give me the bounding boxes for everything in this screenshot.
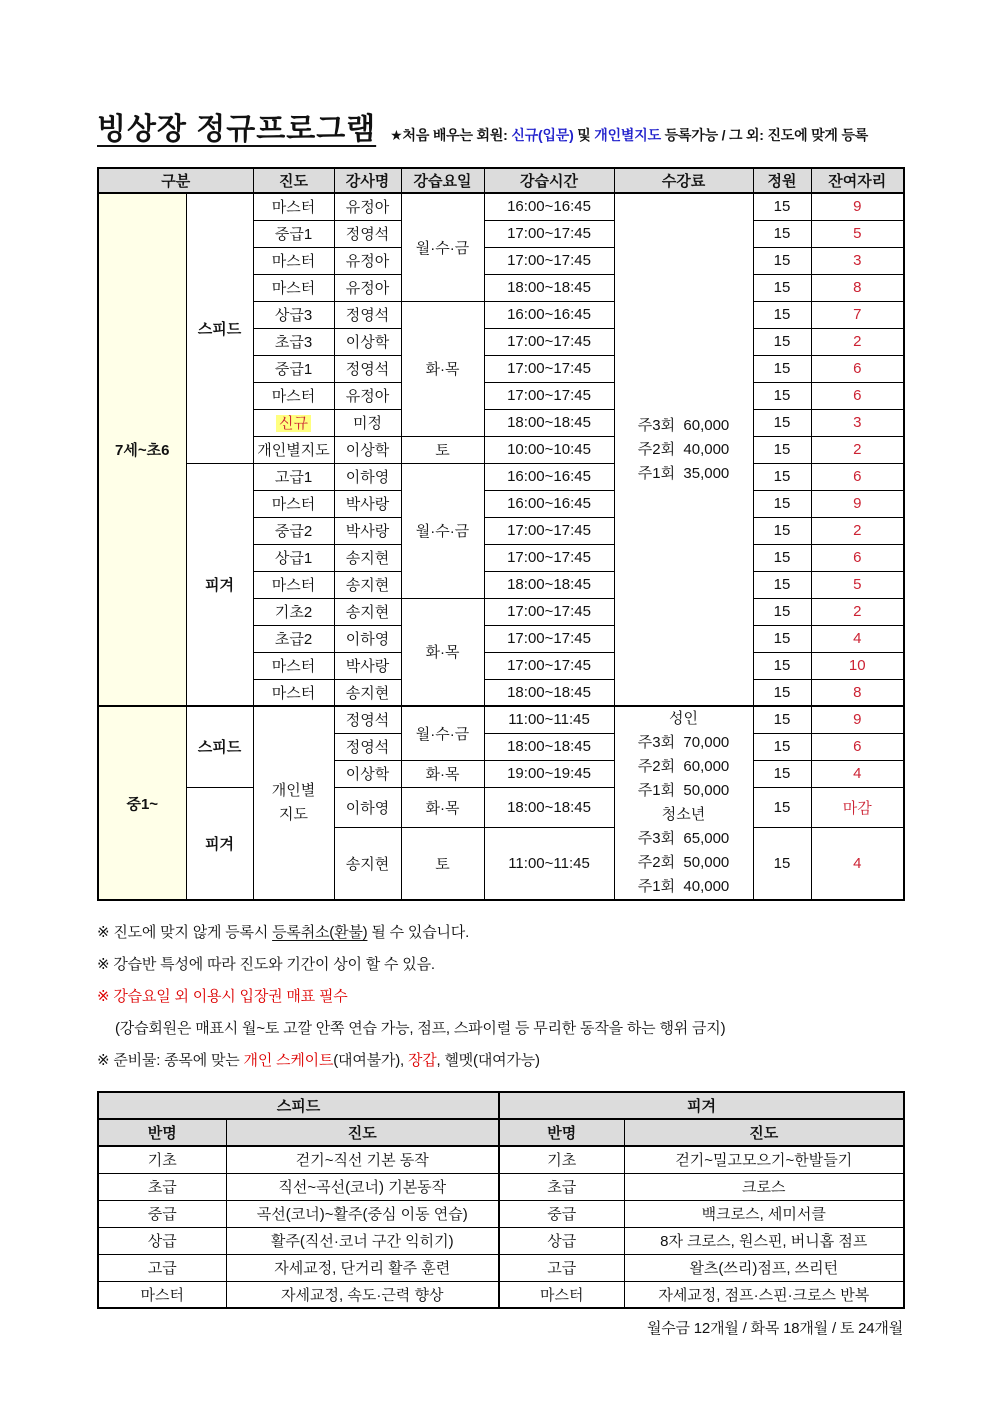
time-cell: 17:00~17:45 xyxy=(484,598,614,625)
time-cell: 18:00~18:45 xyxy=(484,733,614,760)
figure-class-cell: 기초 xyxy=(499,1146,624,1173)
header-class-name: 반명 xyxy=(499,1119,624,1146)
remaining-cell: 4 xyxy=(811,625,904,652)
footer-note: 월수금 12개월 / 화목 18개월 / 토 24개월 xyxy=(646,1320,903,1337)
group-label: 중1~ xyxy=(98,706,186,900)
capacity-cell: 15 xyxy=(753,247,811,274)
note-text: ※ 준비물: 종목에 맞는 xyxy=(97,1052,244,1069)
remaining-cell: 마감 xyxy=(811,787,904,827)
time-cell: 16:00~16:45 xyxy=(484,463,614,490)
days-cell: 월·수·금 xyxy=(401,193,484,301)
figure-class-cell: 중급 xyxy=(499,1200,624,1227)
subtitle-new-link: 신규(입문) xyxy=(511,127,574,143)
speed-progress-cell: 자세교정, 속도·근력 향상 xyxy=(226,1281,499,1308)
days-cell: 화·목 xyxy=(401,760,484,787)
figure-section-header: 피겨 xyxy=(499,1092,904,1119)
remaining-cell: 9 xyxy=(811,706,904,733)
table-row xyxy=(98,706,904,733)
fee-line: 주3회 70,000 xyxy=(637,734,730,751)
figure-progress-cell: 자세교정, 점프·스핀·크로스 반복 xyxy=(624,1281,904,1308)
speed-progress-cell: 곡선(코너)~활주(중심 이동 연습) xyxy=(226,1200,499,1227)
capacity-cell: 15 xyxy=(753,517,811,544)
level-cell: 개인별지도 xyxy=(253,436,334,463)
remaining-cell: 3 xyxy=(811,409,904,436)
header-fee: 수강료 xyxy=(614,168,753,193)
fee-line: 주1회 50,000 xyxy=(637,782,730,799)
speed-class-cell: 마스터 xyxy=(98,1281,226,1308)
remaining-cell: 2 xyxy=(811,328,904,355)
figure-progress-cell: 크로스 xyxy=(624,1173,904,1200)
notes-section xyxy=(97,917,927,1077)
fee-line: 주2회 50,000 xyxy=(637,854,730,871)
instructor-cell: 송지현 xyxy=(334,571,401,598)
level-cell-new xyxy=(253,409,334,436)
discipline-label-speed: 스피드 xyxy=(186,193,253,463)
level-cell: 상급3 xyxy=(253,301,334,328)
capacity-cell: 15 xyxy=(753,733,811,760)
level-cell: 중급1 xyxy=(253,355,334,382)
level-table-header-row xyxy=(98,1092,904,1119)
header-progress: 진도 xyxy=(624,1119,904,1146)
instructor-cell: 이상학 xyxy=(334,436,401,463)
days-cell: 토 xyxy=(401,827,484,900)
note-line xyxy=(97,1045,927,1077)
note-red-text: 개인 스케이트 xyxy=(243,1052,334,1069)
level-cell: 마스터 xyxy=(253,247,334,274)
level-cell: 마스터 xyxy=(253,679,334,706)
level-cell: 상급1 xyxy=(253,544,334,571)
level-row xyxy=(98,1146,904,1173)
speed-class-cell: 초급 xyxy=(98,1173,226,1200)
subtitle xyxy=(390,125,868,148)
level-cell: 중급1 xyxy=(253,220,334,247)
remaining-cell: 2 xyxy=(811,436,904,463)
level-row xyxy=(98,1227,904,1254)
fee-cell xyxy=(614,193,753,706)
instructor-cell: 박사랑 xyxy=(334,517,401,544)
level-row xyxy=(98,1200,904,1227)
instructor-cell: 박사랑 xyxy=(334,652,401,679)
remaining-cell: 8 xyxy=(811,679,904,706)
figure-progress-cell: 백크로스, 세미서클 xyxy=(624,1200,904,1227)
group-label: 7세~초6 xyxy=(98,193,186,706)
remaining-cell: 9 xyxy=(811,193,904,220)
time-cell: 17:00~17:45 xyxy=(484,625,614,652)
speed-progress-cell: 걷기~직선 기본 동작 xyxy=(226,1146,499,1173)
header-time: 강습시간 xyxy=(484,168,614,193)
level-row xyxy=(98,1173,904,1200)
figure-class-cell: 마스터 xyxy=(499,1281,624,1308)
instructor-cell: 정영석 xyxy=(334,355,401,382)
fee-line: 주1회 40,000 xyxy=(637,878,730,895)
page-title: 빙상장 정규프로그램 xyxy=(97,113,377,146)
level-cell: 마스터 xyxy=(253,382,334,409)
speed-progress-cell: 직선~곡선(코너) 기본동작 xyxy=(226,1173,499,1200)
header-days: 강습요일 xyxy=(401,168,484,193)
table-row xyxy=(98,787,904,827)
note-line: ※ 강습반 특성에 따라 진도와 기간이 상이 할 수 있음. xyxy=(97,956,435,973)
fee-line: 주2회 40,000 xyxy=(637,440,730,458)
fee-line: 청소년 xyxy=(661,806,706,823)
level-cell: 마스터 xyxy=(253,652,334,679)
time-cell: 18:00~18:45 xyxy=(484,787,614,827)
note-line: (강습회원은 매표시 월~토 고깔 안쪽 연습 가능, 점프, 스파이럴 등 무리한 동작을 하는 행위 금지) xyxy=(115,1020,726,1037)
jindo-line: 개인별 xyxy=(271,782,316,799)
time-cell: 17:00~17:45 xyxy=(484,544,614,571)
capacity-cell: 15 xyxy=(753,328,811,355)
fee-line: 주1회 35,000 xyxy=(637,464,730,482)
note-text: ※ 진도에 맞지 않게 등록시 xyxy=(97,924,273,941)
time-cell: 17:00~17:45 xyxy=(484,652,614,679)
speed-class-cell: 중급 xyxy=(98,1200,226,1227)
days-cell: 토 xyxy=(401,436,484,463)
discipline-label-speed: 스피드 xyxy=(186,706,253,787)
time-cell: 17:00~17:45 xyxy=(484,247,614,274)
days-cell: 화·목 xyxy=(401,787,484,827)
speed-progress-cell: 자세교정, 단거리 활주 훈련 xyxy=(226,1254,499,1281)
level-row xyxy=(98,1254,904,1281)
remaining-cell: 6 xyxy=(811,463,904,490)
note-text: , 헬멧(대여가능) xyxy=(436,1052,540,1069)
fee-line: 주2회 60,000 xyxy=(637,758,730,775)
level-cell: 초급2 xyxy=(253,625,334,652)
days-cell: 화·목 xyxy=(401,301,484,436)
time-cell: 17:00~17:45 xyxy=(484,517,614,544)
instructor-cell: 정영석 xyxy=(334,706,401,733)
speed-class-cell: 기초 xyxy=(98,1146,226,1173)
level-cell: 중급2 xyxy=(253,517,334,544)
instructor-cell: 박사랑 xyxy=(334,490,401,517)
instructor-cell: 이하영 xyxy=(334,625,401,652)
note-line xyxy=(97,917,927,949)
time-cell: 18:00~18:45 xyxy=(484,409,614,436)
capacity-cell: 15 xyxy=(753,571,811,598)
instructor-cell: 이상학 xyxy=(334,760,401,787)
time-cell: 18:00~18:45 xyxy=(484,571,614,598)
remaining-cell: 3 xyxy=(811,247,904,274)
figure-progress-cell: 왈츠(쓰리)점프, 쓰리턴 xyxy=(624,1254,904,1281)
capacity-cell: 15 xyxy=(753,220,811,247)
level-cell xyxy=(253,706,334,900)
header-capacity: 정원 xyxy=(753,168,811,193)
level-cell: 초급3 xyxy=(253,328,334,355)
instructor-cell: 송지현 xyxy=(334,598,401,625)
figure-class-cell: 초급 xyxy=(499,1173,624,1200)
capacity-cell: 15 xyxy=(753,760,811,787)
remaining-cell: 10 xyxy=(811,652,904,679)
instructor-cell: 정영석 xyxy=(334,733,401,760)
fee-line: 주3회 60,000 xyxy=(637,416,730,434)
remaining-cell: 4 xyxy=(811,827,904,900)
remaining-cell: 2 xyxy=(811,598,904,625)
capacity-cell: 15 xyxy=(753,463,811,490)
days-cell: 월·수·금 xyxy=(401,463,484,598)
table-row xyxy=(98,193,904,220)
capacity-cell: 15 xyxy=(753,436,811,463)
header-category: 구분 xyxy=(98,168,253,193)
instructor-cell: 송지현 xyxy=(334,827,401,900)
subtitle-text: 등록가능 / 그 외: 진도에 맞게 등록 xyxy=(660,127,869,143)
time-cell: 19:00~19:45 xyxy=(484,760,614,787)
table-row xyxy=(98,463,904,490)
figure-progress-cell: 8자 크로스, 원스핀, 버니홉 점프 xyxy=(624,1227,904,1254)
instructor-cell: 유정아 xyxy=(334,274,401,301)
program-table xyxy=(97,167,905,901)
instructor-cell: 정영석 xyxy=(334,220,401,247)
remaining-cell: 5 xyxy=(811,220,904,247)
capacity-cell: 15 xyxy=(753,409,811,436)
remaining-cell: 8 xyxy=(811,274,904,301)
time-cell: 16:00~16:45 xyxy=(484,193,614,220)
remaining-cell: 7 xyxy=(811,301,904,328)
instructor-cell: 이상학 xyxy=(334,328,401,355)
note-text: (대여불가), xyxy=(333,1052,408,1069)
remaining-cell: 2 xyxy=(811,517,904,544)
time-cell: 18:00~18:45 xyxy=(484,679,614,706)
level-cell: 마스터 xyxy=(253,274,334,301)
capacity-cell: 15 xyxy=(753,355,811,382)
header-instructor: 강사명 xyxy=(334,168,401,193)
time-cell: 16:00~16:45 xyxy=(484,301,614,328)
time-cell: 16:00~16:45 xyxy=(484,490,614,517)
remaining-cell: 6 xyxy=(811,382,904,409)
capacity-cell: 15 xyxy=(753,706,811,733)
star-icon: ★ xyxy=(390,127,403,143)
capacity-cell: 15 xyxy=(753,490,811,517)
note-red-text: 장갑 xyxy=(407,1052,437,1069)
instructor-cell: 이하영 xyxy=(334,463,401,490)
time-cell: 17:00~17:45 xyxy=(484,355,614,382)
subtitle-individual-link: 개인별지도 xyxy=(594,127,661,143)
capacity-cell: 15 xyxy=(753,625,811,652)
days-cell: 월·수·금 xyxy=(401,706,484,760)
figure-progress-cell: 걷기~밀고모으기~한발들기 xyxy=(624,1146,904,1173)
speed-section-header: 스피드 xyxy=(98,1092,499,1119)
time-cell: 18:00~18:45 xyxy=(484,274,614,301)
header-level: 진도 xyxy=(253,168,334,193)
time-cell: 11:00~11:45 xyxy=(484,706,614,733)
capacity-cell: 15 xyxy=(753,193,811,220)
fee-line: 성인 xyxy=(669,710,698,727)
speed-class-cell: 상급 xyxy=(98,1227,226,1254)
header-remaining: 잔여자리 xyxy=(811,168,904,193)
remaining-cell: 9 xyxy=(811,490,904,517)
instructor-cell: 유정아 xyxy=(334,247,401,274)
instructor-cell: 송지현 xyxy=(334,679,401,706)
level-cell: 마스터 xyxy=(253,490,334,517)
instructor-cell: 정영석 xyxy=(334,301,401,328)
title-row xyxy=(97,104,903,148)
time-cell: 17:00~17:45 xyxy=(484,382,614,409)
instructor-cell: 유정아 xyxy=(334,382,401,409)
remaining-cell: 6 xyxy=(811,355,904,382)
speed-class-cell: 고급 xyxy=(98,1254,226,1281)
remaining-cell: 5 xyxy=(811,571,904,598)
remaining-cell: 6 xyxy=(811,544,904,571)
capacity-cell: 15 xyxy=(753,598,811,625)
instructor-cell: 미정 xyxy=(334,409,401,436)
table-header-row xyxy=(98,168,904,193)
capacity-cell: 15 xyxy=(753,544,811,571)
time-cell: 17:00~17:45 xyxy=(484,220,614,247)
figure-class-cell: 상급 xyxy=(499,1227,624,1254)
header-progress: 진도 xyxy=(226,1119,499,1146)
capacity-cell: 15 xyxy=(753,301,811,328)
instructor-cell: 이하영 xyxy=(334,787,401,827)
fee-cell xyxy=(614,706,753,900)
time-cell: 10:00~10:45 xyxy=(484,436,614,463)
header-class-name: 반명 xyxy=(98,1119,226,1146)
note-underlined-text: 등록취소(환불) xyxy=(272,924,368,941)
capacity-cell: 15 xyxy=(753,787,811,827)
remaining-cell: 4 xyxy=(811,760,904,787)
new-badge: 신규 xyxy=(276,415,311,432)
discipline-label-figure: 피겨 xyxy=(186,463,253,706)
level-table xyxy=(97,1091,905,1309)
note-line: ※ 강습요일 외 이용시 입장권 매표 필수 xyxy=(97,988,348,1005)
capacity-cell: 15 xyxy=(753,652,811,679)
level-table-subheader-row xyxy=(98,1119,904,1146)
capacity-cell: 15 xyxy=(753,274,811,301)
level-cell: 기초2 xyxy=(253,598,334,625)
time-cell: 17:00~17:45 xyxy=(484,328,614,355)
figure-class-cell: 고급 xyxy=(499,1254,624,1281)
instructor-cell: 송지현 xyxy=(334,544,401,571)
fee-line: 주3회 65,000 xyxy=(637,830,730,847)
jindo-line: 지도 xyxy=(279,806,308,823)
remaining-cell: 6 xyxy=(811,733,904,760)
capacity-cell: 15 xyxy=(753,679,811,706)
speed-progress-cell: 활주(직선·코너 구간 익히기) xyxy=(226,1227,499,1254)
discipline-label-figure: 피겨 xyxy=(186,787,253,900)
time-cell: 11:00~11:45 xyxy=(484,827,614,900)
capacity-cell: 15 xyxy=(753,827,811,900)
note-text: 될 수 있습니다. xyxy=(367,924,470,941)
level-row xyxy=(98,1281,904,1308)
level-cell: 마스터 xyxy=(253,571,334,598)
level-cell: 고급1 xyxy=(253,463,334,490)
instructor-cell: 유정아 xyxy=(334,193,401,220)
subtitle-text: 처음 배우는 회원: xyxy=(402,127,512,143)
level-cell: 마스터 xyxy=(253,193,334,220)
subtitle-text: 및 xyxy=(573,127,595,143)
capacity-cell: 15 xyxy=(753,382,811,409)
days-cell: 화·목 xyxy=(401,598,484,706)
